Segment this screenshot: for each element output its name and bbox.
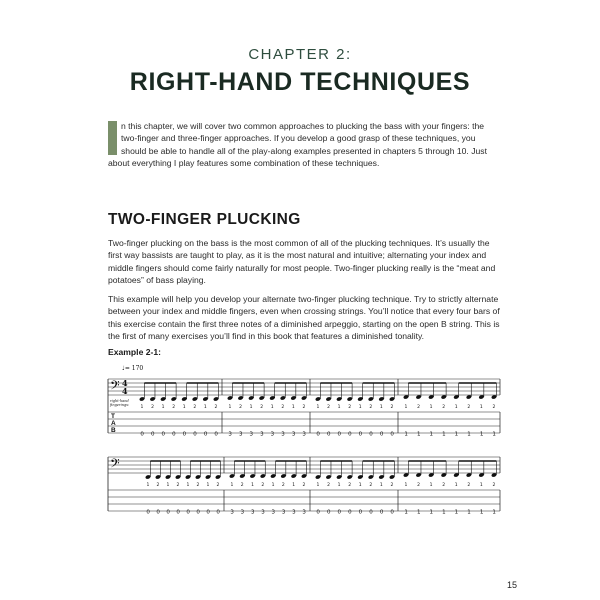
tab-fret-number: 0 — [326, 509, 331, 516]
fingering-number: 2 — [261, 483, 265, 488]
tab-fret-number: 0 — [390, 509, 394, 516]
fingering-number: 2 — [442, 483, 446, 488]
fingering-number: 1 — [337, 405, 341, 410]
fingering-number: 1 — [249, 405, 253, 410]
fingering-number: 2 — [281, 405, 285, 410]
fingering-number: 1 — [292, 483, 296, 488]
fingering-number: 2 — [151, 405, 154, 410]
tab-fret-number: 1 — [416, 431, 421, 438]
fingering-number: 1 — [206, 483, 210, 488]
fingering-number: 1 — [291, 405, 295, 410]
tab-fret-number: 0 — [186, 509, 190, 516]
tab-fret-number: 3 — [281, 431, 285, 438]
tab-fret-number: 1 — [404, 509, 408, 516]
tab-letter: A — [111, 420, 116, 427]
tab-fret-number: 1 — [404, 431, 408, 438]
fingering-number: 1 — [270, 405, 274, 410]
tab-fret-number: 1 — [416, 509, 421, 516]
fingering-number: 2 — [417, 405, 420, 410]
fingering-number: 1 — [228, 405, 232, 410]
fingering-number: 1 — [404, 405, 408, 410]
fingering-number: 1 — [271, 483, 275, 488]
example-label: Example 2-1: — [108, 347, 162, 357]
section-heading: TWO-FINGER PLUCKING — [108, 211, 301, 228]
fingering-number: 2 — [193, 405, 197, 410]
time-signature-bottom: 4 — [122, 386, 128, 396]
fingering-label: fingerings: — [110, 403, 130, 407]
fingering-number: 1 — [429, 483, 433, 488]
time-signature-top: 4 — [122, 378, 128, 388]
tab-fret-number: 0 — [156, 509, 160, 516]
tab-fret-number: 1 — [479, 509, 484, 516]
tab-fret-number: 0 — [348, 431, 352, 438]
tab-fret-number: 0 — [140, 431, 144, 438]
tab-fret-number: 0 — [166, 509, 170, 516]
fingering-number: 2 — [390, 405, 394, 410]
fingering-number: 2 — [240, 483, 244, 488]
fingering-number: 1 — [161, 405, 165, 410]
tab-fret-number: 1 — [442, 509, 446, 516]
tab-fret-number: 0 — [379, 509, 384, 516]
fingering-number: 1 — [230, 483, 234, 488]
fingering-number: 1 — [429, 405, 433, 410]
paragraph-1: Two-finger plucking on the bass is the most common of all of the plucking techniques. It’s usually the first way bassists are taught to play, as it is the most natural and intuitive; alternating your index and middle fingers should come fairly naturally for most people. Two-finger plucking really is the “meat and potatoes” of bass playing. — [108, 238, 496, 285]
page-number: 15 — [506, 580, 517, 590]
fingering-number: 2 — [492, 405, 496, 410]
fingering-number: 1 — [358, 405, 362, 410]
intro-text: n this chapter, we will cover two common approaches to plucking the bass with your fingers: the two-finger and three-finger approaches. If you develop a good grasp of these techniques, you should be able to handle all of the play-along examples presented in chapters 5 through 10. Just about everything I play features some combination of these techniques. — [108, 121, 487, 168]
fingering-number: 2 — [369, 483, 373, 488]
tab-fret-number: 0 — [337, 431, 342, 438]
fingering-number: 2 — [348, 405, 352, 410]
fingering-number: 1 — [379, 405, 383, 410]
fingering-number: 1 — [203, 405, 207, 410]
fingering-label: right-hand — [110, 399, 129, 403]
fingering-number: 2 — [239, 405, 242, 410]
tab-fret-number: 0 — [214, 431, 218, 438]
tab-fret-number: 3 — [291, 431, 296, 438]
tab-letter: B — [111, 427, 116, 434]
tab-fret-number: 1 — [467, 509, 471, 516]
fingering-number: 2 — [176, 483, 180, 488]
tab-fret-number: 1 — [492, 509, 496, 516]
tab-fret-number: 0 — [193, 431, 197, 438]
fingering-number: 2 — [196, 483, 200, 488]
tab-fret-number: 0 — [326, 431, 331, 438]
music-notation — [100, 360, 510, 520]
tab-fret-number: 0 — [203, 431, 208, 438]
tab-fret-number: 3 — [271, 509, 276, 516]
tab-fret-number: 3 — [250, 509, 255, 516]
fingering-number: 2 — [390, 483, 394, 488]
fingering-number: 1 — [166, 483, 170, 488]
tab-letter: T — [111, 413, 115, 420]
tab-fret-number: 1 — [479, 431, 484, 438]
tab-fret-number: 0 — [176, 509, 180, 516]
fingering-number: 2 — [467, 405, 471, 410]
fingering-number: 1 — [186, 483, 190, 488]
tab-fret-number: 1 — [429, 431, 434, 438]
tab-fret-number: 0 — [216, 509, 220, 516]
tab-fret-number: 0 — [196, 509, 200, 516]
chapter-title: RIGHT-HAND TECHNIQUES — [129, 68, 471, 96]
fingering-number: 1 — [251, 483, 254, 488]
bass-clef-icon: 𝄢 — [110, 378, 120, 396]
tab-fret-number: 3 — [281, 509, 286, 516]
tab-fret-number: 1 — [454, 509, 459, 516]
fingering-number: 1 — [316, 483, 320, 488]
tempo-marking: ♩= 170 — [122, 365, 144, 372]
fingering-number: 2 — [216, 483, 220, 488]
tab-fret-number: 3 — [230, 509, 234, 516]
fingering-number: 2 — [442, 405, 446, 410]
tab-fret-number: 0 — [390, 431, 394, 438]
tab-fret-number: 0 — [206, 509, 210, 516]
tab-fret-number: 0 — [316, 431, 320, 438]
tab-fret-number: 0 — [150, 431, 155, 438]
fingering-number: 1 — [454, 405, 458, 410]
fingering-number: 1 — [454, 483, 458, 488]
tab-fret-number: 1 — [492, 431, 496, 438]
tab-fret-number: 3 — [302, 431, 306, 438]
fingering-number: 2 — [260, 405, 264, 410]
tab-fret-number: 3 — [260, 431, 264, 438]
fingering-number: 2 — [172, 405, 176, 410]
fingering-number: 2 — [492, 483, 496, 488]
fingering-number: 1 — [182, 405, 186, 410]
fingering-number: 1 — [316, 405, 320, 410]
tab-fret-number: 3 — [238, 431, 243, 438]
fingering-number: 2 — [302, 483, 306, 488]
fingering-number: 1 — [479, 483, 483, 488]
fingering-number: 1 — [379, 483, 383, 488]
tab-fret-number: 0 — [358, 431, 363, 438]
fingering-number: 2 — [327, 483, 330, 488]
tab-fret-number: 0 — [316, 509, 320, 516]
drop-cap-bar — [108, 121, 117, 155]
tab-fret-number: 3 — [292, 509, 296, 516]
tab-fret-number: 3 — [270, 431, 275, 438]
fingering-number: 2 — [327, 405, 330, 410]
tab-fret-number: 0 — [182, 431, 187, 438]
tab-fret-number: 0 — [146, 509, 150, 516]
tab-fret-number: 1 — [429, 509, 434, 516]
fingering-number: 1 — [337, 483, 341, 488]
tab-fret-number: 3 — [261, 509, 265, 516]
tab-fret-number: 0 — [337, 509, 342, 516]
paragraph-2: This example will help you develop your alternate two-finger plucking technique. Try to strictly alternate between your index and middle fingers, even when crossing strings. You’ll notice that every four bars of this exercise contain the first three notes of a diminished arpeggio, starting on the open B string. This is the first of many exercises you’ll find in this book that features a diminished tonality. — [108, 294, 500, 341]
tab-fret-number: 0 — [358, 509, 363, 516]
chapter-label: CHAPTER 2: — [248, 46, 352, 63]
tab-fret-number: 0 — [161, 431, 166, 438]
fingering-number: 2 — [467, 483, 471, 488]
tab-fret-number: 1 — [442, 431, 446, 438]
fingering-number: 1 — [404, 483, 408, 488]
tab-fret-number: 1 — [467, 431, 471, 438]
tab-fret-number: 0 — [348, 509, 352, 516]
fingering-number: 1 — [140, 405, 144, 410]
tab-fret-number: 0 — [379, 431, 384, 438]
fingering-number: 1 — [146, 483, 150, 488]
fingering-number: 2 — [302, 405, 306, 410]
tab-fret-number: 3 — [249, 431, 254, 438]
tab-fret-number: 3 — [302, 509, 306, 516]
fingering-number: 2 — [281, 483, 285, 488]
tab-fret-number: 1 — [454, 431, 459, 438]
fingering-number: 2 — [156, 483, 160, 488]
fingering-number: 2 — [214, 405, 218, 410]
fingering-number: 2 — [369, 405, 373, 410]
tab-fret-number: 0 — [172, 431, 176, 438]
tab-fret-number: 3 — [228, 431, 232, 438]
fingering-number: 2 — [348, 483, 352, 488]
tab-fret-number: 0 — [369, 431, 373, 438]
fingering-number: 1 — [479, 405, 483, 410]
fingering-number: 1 — [358, 483, 362, 488]
intro-paragraph — [108, 120, 500, 169]
fingering-number: 2 — [417, 483, 420, 488]
tab-fret-number: 3 — [240, 509, 245, 516]
bass-clef-icon: 𝄢 — [110, 456, 120, 474]
tab-fret-number: 0 — [369, 509, 373, 516]
